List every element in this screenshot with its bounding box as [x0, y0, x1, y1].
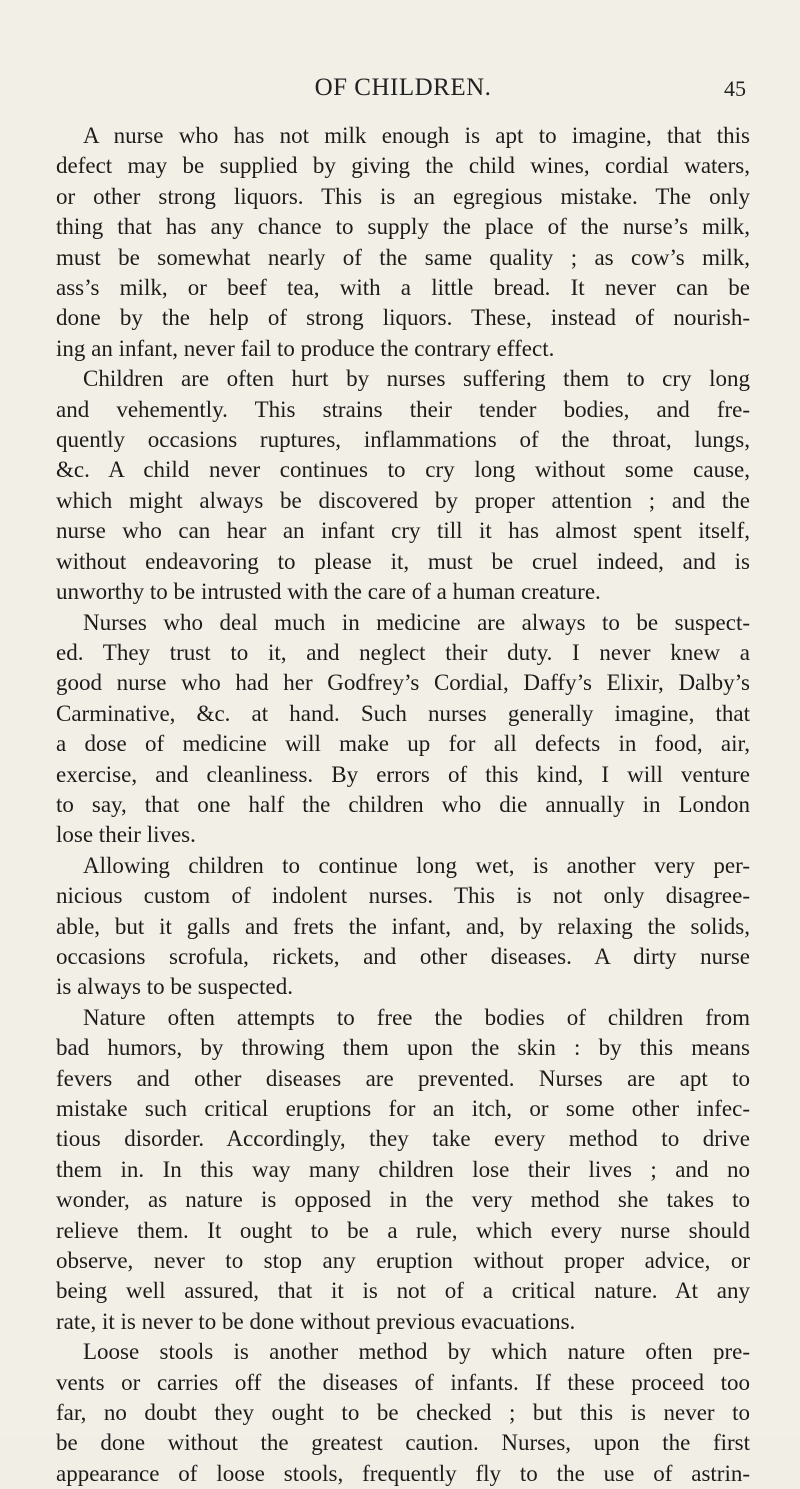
text-line: ed. They trust to it, and neglect their duty. I never knew a [56, 639, 750, 665]
text-line: ass’s milk, or beef tea, with a little bread. It never can be [56, 275, 750, 301]
text-line: tious disorder. Accordingly, they take every method to drive [56, 1126, 750, 1152]
text-line: observe, never to stop any eruption without proper advice, or [56, 1248, 750, 1274]
text-line: to say, that one half the children who die annually in London [56, 791, 750, 817]
text-line: Nature often attempts to free the bodies of children from [83, 1004, 750, 1030]
text-line: and vehemently. This strains their tender bodies, and fre- [56, 396, 750, 422]
text-line: fevers and other diseases are prevented. Nurses are apt to [56, 1065, 750, 1091]
text-line: nicious custom of indolent nurses. This is not only disagree- [56, 883, 750, 909]
text-line: or other strong liquors. This is an egregious mistake. The only [56, 183, 750, 209]
text-line: Children are often hurt by nurses suffering them to cry long [83, 366, 750, 392]
text-line: ing an infant, never fail to produce the contrary effect. [56, 335, 555, 361]
text-line: Allowing children to continue long wet, is another very per- [83, 852, 750, 878]
text-line: lose their lives. [56, 822, 196, 848]
text-line: &c. A child never continues to cry long without some cause, [56, 457, 750, 483]
text-line: Carminative, &c. at hand. Such nurses generally imagine, that [56, 700, 750, 726]
text-line: mistake such critical eruptions for an itch, or some other infec- [56, 1096, 750, 1121]
text-line: them in. In this way many children lose their lives ; and no [56, 1156, 750, 1182]
text-line: which might always be discovered by proper attention ; and the [56, 487, 750, 513]
text-line: able, but it galls and frets the infant, and, by relaxing the solids, [56, 913, 750, 939]
text-line: unworthy to be intrusted with the care of a human creature. [56, 579, 601, 605]
text-line: A nurse who has not milk enough is apt to imagine, that this [83, 123, 750, 148]
text-line: thing that has any chance to supply the place of the nurse’s milk, [56, 214, 750, 240]
text-line: rate, it is never to be done without previous evacuations. [56, 1308, 576, 1334]
text-line: quently occasions ruptures, inflammations of the throat, lungs, [56, 427, 750, 453]
text-line: without endeavoring to please it, must be cruel indeed, and is [56, 548, 750, 574]
text-line: far, no doubt they ought to be checked ; but this is never to [56, 1400, 750, 1426]
body-text [56, 121, 750, 1489]
running-head [56, 74, 750, 110]
text-line: being well assured, that it is not of a critical nature. At any [56, 1278, 750, 1304]
text-line: exercise, and cleanliness. By errors of this kind, I will venture [56, 761, 750, 787]
text-line: Nurses who deal much in medicine are always to be suspect- [83, 609, 750, 635]
page-number: 45 [724, 76, 746, 101]
text-line: Loose stools is another method by which nature often pre- [83, 1339, 750, 1365]
text-line: must be somewhat nearly of the same quality ; as cow’s milk, [56, 244, 750, 270]
text-line: be done without the greatest caution. Nurses, upon the first [56, 1430, 750, 1456]
text-line: good nurse who had her Godfrey’s Cordial, Daffy’s Elixir, Dalby’s [56, 670, 750, 696]
text-line: appearance of loose stools, frequently fly to the use of astrin- [56, 1460, 750, 1486]
text-line: wonder, as nature is opposed in the very method she takes to [56, 1187, 750, 1213]
text-line: occasions scrofula, rickets, and other diseases. A dirty nurse [56, 943, 750, 969]
text-line: bad humors, by throwing them upon the skin : by this means [56, 1035, 750, 1061]
text-line: relieve them. It ought to be a rule, which every nurse should [56, 1217, 750, 1243]
text-line: nurse who can hear an infant cry till it has almost spent itself, [56, 518, 750, 544]
text-line: defect may be supplied by giving the child wines, cordial waters, [56, 153, 750, 179]
text-line: done by the help of strong liquors. These, instead of nourish- [56, 305, 750, 331]
text-line: a dose of medicine will make up for all defects in food, air, [56, 731, 750, 757]
text-line: vents or carries off the diseases of infants. If these proceed too [56, 1369, 750, 1395]
running-title: OF CHILDREN. [314, 74, 492, 101]
text-line: is always to be suspected. [56, 974, 293, 1000]
